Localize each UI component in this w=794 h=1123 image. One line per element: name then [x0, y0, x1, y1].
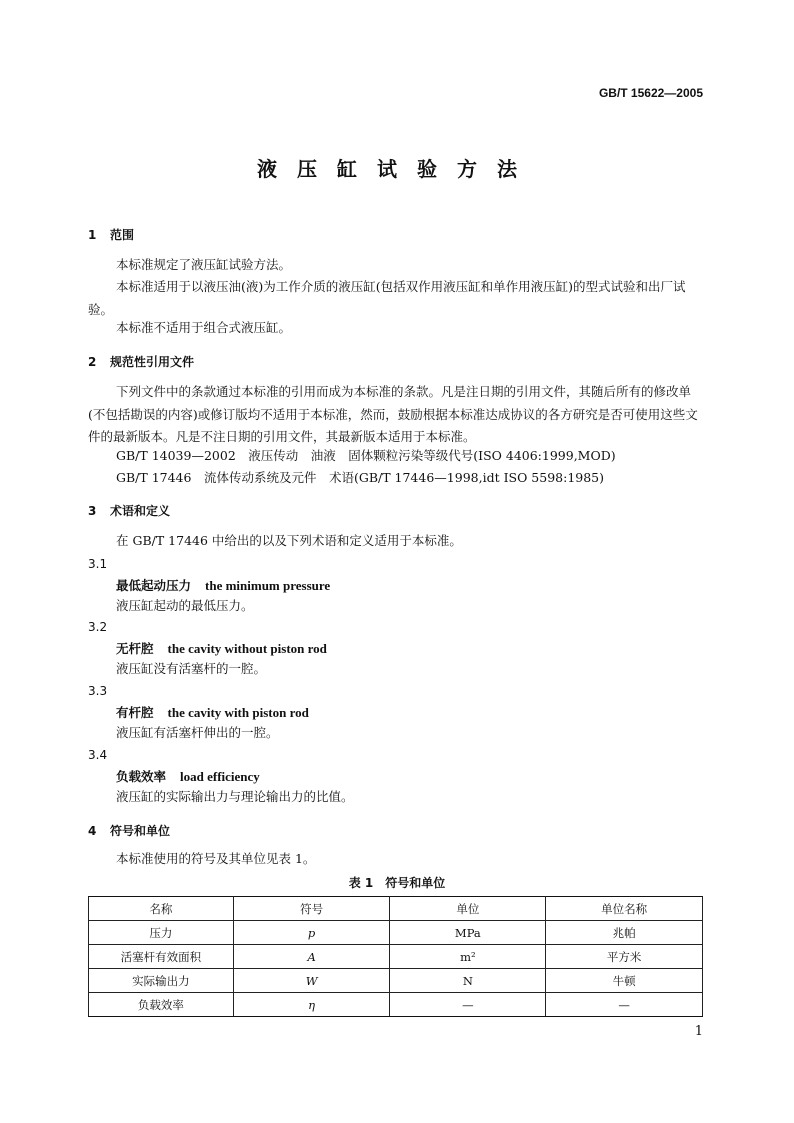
section-number: 3	[88, 504, 97, 518]
table-cell: W	[233, 969, 390, 993]
table-cell: —	[546, 993, 703, 1017]
table-row	[89, 969, 703, 993]
table-cell: p	[233, 921, 390, 945]
term-en: the minimum pressure	[205, 578, 331, 593]
term-definition: 液压缸没有活塞杆的一腔。	[116, 661, 267, 676]
term-zh: 负载效率	[116, 769, 167, 784]
table-cell: N	[390, 969, 546, 993]
term-en: the cavity with piston rod	[167, 705, 309, 720]
column-header: 名称	[89, 897, 234, 921]
section-title: 规范性引用文件	[110, 355, 195, 369]
term-definition: 液压缸起动的最低压力。	[116, 598, 254, 613]
section-3-heading	[88, 502, 170, 519]
term-zh: 无杆腔	[116, 641, 154, 656]
term-number: 3.4	[88, 748, 108, 762]
table-cell: 负载效率	[89, 993, 234, 1017]
table-caption-number: 表 1	[348, 876, 374, 890]
column-header: 单位	[390, 897, 546, 921]
section-number: 4	[88, 824, 97, 838]
table-cell: 平方米	[546, 945, 703, 969]
table-cell: MPa	[390, 921, 546, 945]
section-4-paragraph-1: 本标准使用的符号及其单位见表 1。	[116, 851, 316, 866]
table-cell: 活塞杆有效面积	[89, 945, 234, 969]
term-number: 3.1	[88, 557, 108, 571]
term-definition: 液压缸的实际输出力与理论输出力的比值。	[116, 789, 354, 804]
section-number: 2	[88, 355, 97, 369]
table-cell: —	[390, 993, 546, 1017]
normative-reference-1: GB/T 14039—2002 液压传动 油液 固体颗粒污染等级代号(ISO 4406:1999,MOD)	[116, 448, 616, 463]
table-cell: η	[233, 993, 390, 1017]
term-en: the cavity without piston rod	[167, 641, 327, 656]
document-title: 液压缸试验方法	[257, 157, 537, 181]
term-zh: 有杆腔	[116, 705, 154, 720]
table-caption-title: 符号和单位	[385, 876, 446, 890]
section-1-paragraph-1: 本标准规定了液压缸试验方法。	[116, 257, 292, 272]
term-name	[116, 767, 260, 785]
term-number: 3.2	[88, 620, 108, 634]
table-cell: 兆帕	[546, 921, 703, 945]
page-number: 1	[694, 1024, 703, 1039]
term-name	[116, 639, 327, 657]
term-definition: 液压缸有活塞杆伸出的一腔。	[116, 725, 279, 740]
column-header: 符号	[233, 897, 390, 921]
term-zh: 最低起动压力	[116, 578, 192, 593]
section-1-paragraph-2: 本标准适用于以液压油(液)为工作介质的液压缸(包括双作用液压缸和单作用液压缸)的型式试验和出厂试验。	[88, 279, 686, 317]
section-title: 范围	[110, 228, 135, 242]
symbols-table	[88, 896, 703, 1017]
section-title: 符号和单位	[110, 824, 171, 838]
table-row	[89, 945, 703, 969]
section-title: 术语和定义	[110, 504, 171, 518]
table-row	[89, 921, 703, 945]
term-en: load efficiency	[180, 769, 260, 784]
standard-code: GB/T 15622—2005	[598, 86, 703, 100]
section-3-paragraph-1: 在 GB/T 17446 中给出的以及下列术语和定义适用于本标准。	[116, 533, 462, 548]
table-cell: 实际输出力	[89, 969, 234, 993]
section-4-heading	[88, 822, 170, 839]
table-cell: A	[233, 945, 390, 969]
term-number: 3.3	[88, 684, 108, 698]
section-1-paragraph-3: 本标准不适用于组合式液压缸。	[116, 320, 292, 335]
section-2-paragraph-1: 下列文件中的条款通过本标准的引用而成为本标准的条款。凡是注日期的引用文件，其随后所有的修改单(不包括勘误的内容)或修订版均不适用于本标准，然而，鼓励根据本标准达成协议的各方研究是否可使用这些文件的最新版本。凡是不注日期的引用文件，其最新版本适用于本标准。	[88, 384, 698, 444]
term-name	[116, 703, 309, 721]
section-2-heading	[88, 353, 194, 370]
table-cell: m²	[390, 945, 546, 969]
column-header: 单位名称	[546, 897, 703, 921]
table-caption	[0, 874, 794, 891]
table-row	[89, 993, 703, 1017]
table-cell: 压力	[89, 921, 234, 945]
normative-reference-2: GB/T 17446 流体传动系统及元件 术语(GB/T 17446—1998,idt ISO 5598:1985)	[116, 470, 605, 485]
term-name	[116, 576, 330, 594]
section-number: 1	[88, 228, 97, 242]
table-cell: 牛顿	[546, 969, 703, 993]
section-1-heading	[88, 226, 134, 243]
table-header-row	[89, 897, 703, 921]
